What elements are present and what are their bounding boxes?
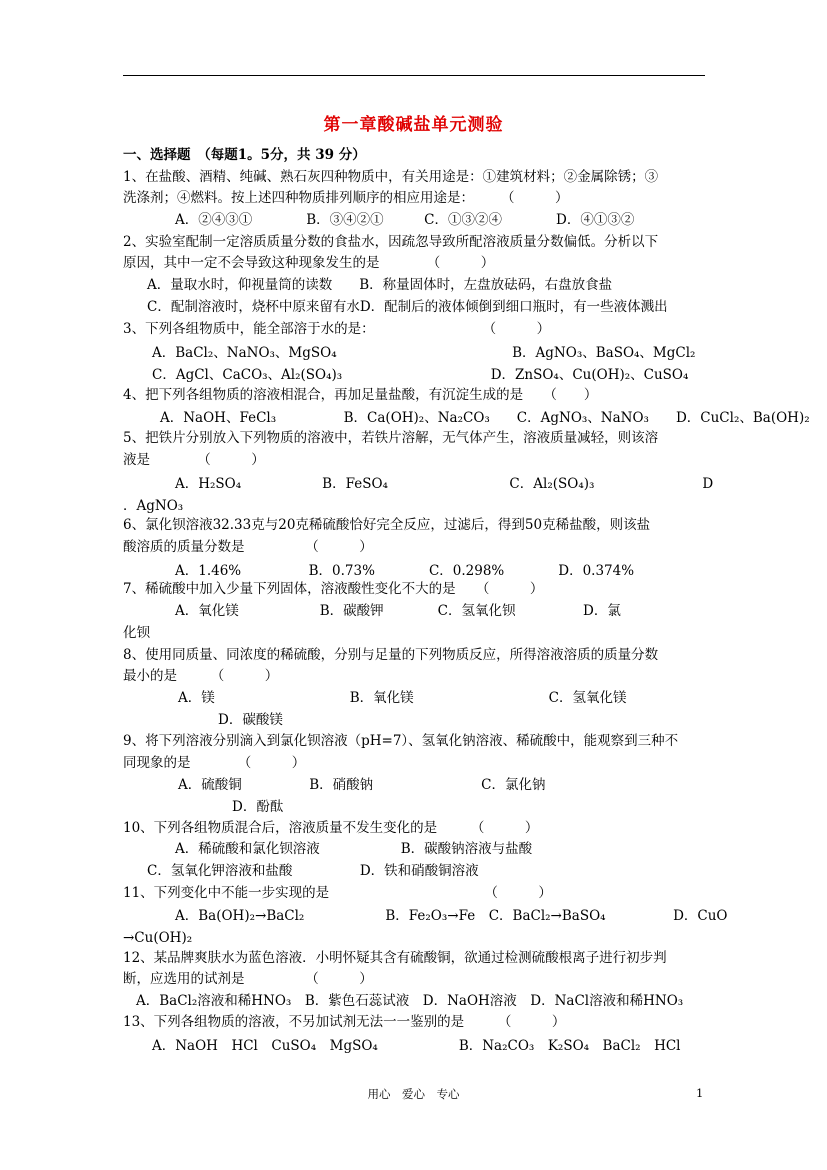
text-line: 9、将下列溶液分别滴入到氯化钡溶液（pH=7）、氢氧化钠溶液、稀硫酸中，能观察到三种不 bbox=[123, 733, 679, 749]
text-line: 7、稀硫酸中加入少量下列固体，溶液酸性变化不大的是 （ ） bbox=[123, 581, 544, 597]
text-line: 洗涤剂；④燃料。按上述四种物质排列顺序的相应用途是： （ ） bbox=[123, 190, 569, 206]
text-line: 同现象的是 （ ） bbox=[123, 755, 306, 771]
footer-text: 用心 爱心 专心 bbox=[367, 1087, 460, 1101]
page-number: 1 bbox=[696, 1086, 704, 1100]
text-line: C．配制溶液时，烧杯中原来留有水D．配制后的液体倾倒到细口瓶时，有一些液体溅出 bbox=[147, 299, 668, 315]
header-rule bbox=[123, 75, 705, 76]
text-line: 6、氯化钡溶液32.33克与20克稀硫酸恰好完全反应，过滤后，得到50克稀盐酸，则该盐 bbox=[123, 517, 651, 533]
text-line: 13、下列各组物质的溶液，不另加试剂无法一一鉴别的是 （ ） bbox=[123, 1014, 566, 1030]
text-line: 11、下列变化中不能一步实现的是 （ ） bbox=[123, 885, 552, 901]
text-line: C．氢氧化钾溶液和盐酸 D．铁和硝酸铜溶液 bbox=[147, 863, 479, 879]
text-line: A．Ba(OH)₂→BaCl₂ B．Fe₂O₃→Fe C．BaCl₂→BaSO₄ D．CuO bbox=[175, 908, 728, 924]
text-line: 化钡 bbox=[123, 625, 150, 641]
text-line: 2、实验室配制一定溶质质量分数的食盐水，因疏忽导致所配溶液质量分数偏低。分析以下 bbox=[123, 234, 659, 250]
text-line: 3、下列各组物质中，能全部溶于水的是： （ ） bbox=[123, 321, 551, 337]
text-line: C．AgCl、CaCO₃、Al₂(SO₄)₃ D．ZnSO₄、Cu(OH)₂、CuSO₄ bbox=[152, 367, 689, 383]
text-line: 1、在盐酸、酒精、纯碱、熟石灰四种物质中，有关用途是：①建筑材料；②金属除锈；③ bbox=[123, 169, 659, 185]
text-line: A．②④③① B．③④②① C．①③②④ D．④①③② bbox=[175, 212, 635, 228]
text-line: →Cu(OH)₂ bbox=[123, 930, 193, 946]
text-line: ．AgNO₃ bbox=[123, 498, 184, 514]
text-line: 12、某品牌爽肤水为蓝色溶液．小明怀疑其含有硫酸铜，欲通过检测硫酸根离子进行初步判 bbox=[123, 950, 667, 966]
text-line: 原因，其中一定不会导致这种现象发生的是 （ ） bbox=[123, 255, 495, 271]
text-line: A．1.46% B．0.73% C．0.298% D．0.374% bbox=[175, 563, 635, 579]
text-line: 酸溶质的质量分数是 （ ） bbox=[123, 539, 373, 555]
text-line: D．酚酞 bbox=[232, 799, 284, 815]
text-line: A．镁 B．氧化镁 C．氢氧化镁 bbox=[178, 690, 627, 706]
text-line: A．NaOH、FeCl₃ B．Ca(OH)₂、Na₂CO₃ C．AgNO₃、NaNO₃ D．CuCl₂、Ba(OH)₂ bbox=[160, 410, 810, 426]
text-line: A．量取水时，仰视量筒的读数 B．称量固体时，左盘放砝码，右盘放食盐 bbox=[147, 277, 613, 293]
text-line: 4、把下列各组物质的溶液相混合，再加足量盐酸，有沉淀生成的是 （ ） bbox=[123, 387, 598, 403]
text-line: 最小的是 （ ） bbox=[123, 668, 279, 684]
page-title: 第一章酸碱盐单元测验 bbox=[323, 115, 504, 135]
text-line: D．碳酸镁 bbox=[218, 712, 283, 728]
text-line: A．BaCl₂溶液和稀HNO₃ B．紫色石蕊试液 D．NaOH溶液 D．NaCl溶液和稀HNO₃ bbox=[136, 993, 684, 1009]
text-line: A．NaOH HCl CuSO₄ MgSO₄ B．Na₂CO₃ K₂SO₄ BaCl₂ HCl bbox=[152, 1038, 681, 1054]
text-line: 液是 （ ） bbox=[123, 452, 265, 468]
text-line: A．氧化镁 B．碳酸钾 C．氢氧化钡 D．氯 bbox=[175, 603, 621, 619]
section-heading: 一、选择题 （每题1。5分，共 39 分） bbox=[123, 147, 366, 163]
text-line: 8、使用同质量、同浓度的稀硫酸，分别与足量的下列物质反应，所得溶液溶质的质量分数 bbox=[123, 647, 659, 663]
text-line: A．BaCl₂、NaNO₃、MgSO₄ B．AgNO₃、BaSO₄、MgCl₂ bbox=[152, 345, 696, 361]
text-line: A．硫酸铜 B．硝酸钠 C．氯化钠 bbox=[178, 777, 546, 793]
text-line: A．稀硫酸和氯化钡溶液 B．碳酸钠溶液与盐酸 bbox=[175, 841, 533, 857]
text-line: 10、下列各组物质混合后，溶液质量不发生变化的是 （ ） bbox=[123, 820, 539, 836]
text-line: 断，应选用的试剂是 （ ） bbox=[123, 971, 373, 987]
text-line: A．H₂SO₄ B．FeSO₄ C．Al₂(SO₄)₃ D bbox=[175, 476, 714, 492]
text-line: 5、把铁片分别放入下列物质的溶液中，若铁片溶解，无气体产生，溶液质量减轻，则该溶 bbox=[123, 430, 659, 446]
